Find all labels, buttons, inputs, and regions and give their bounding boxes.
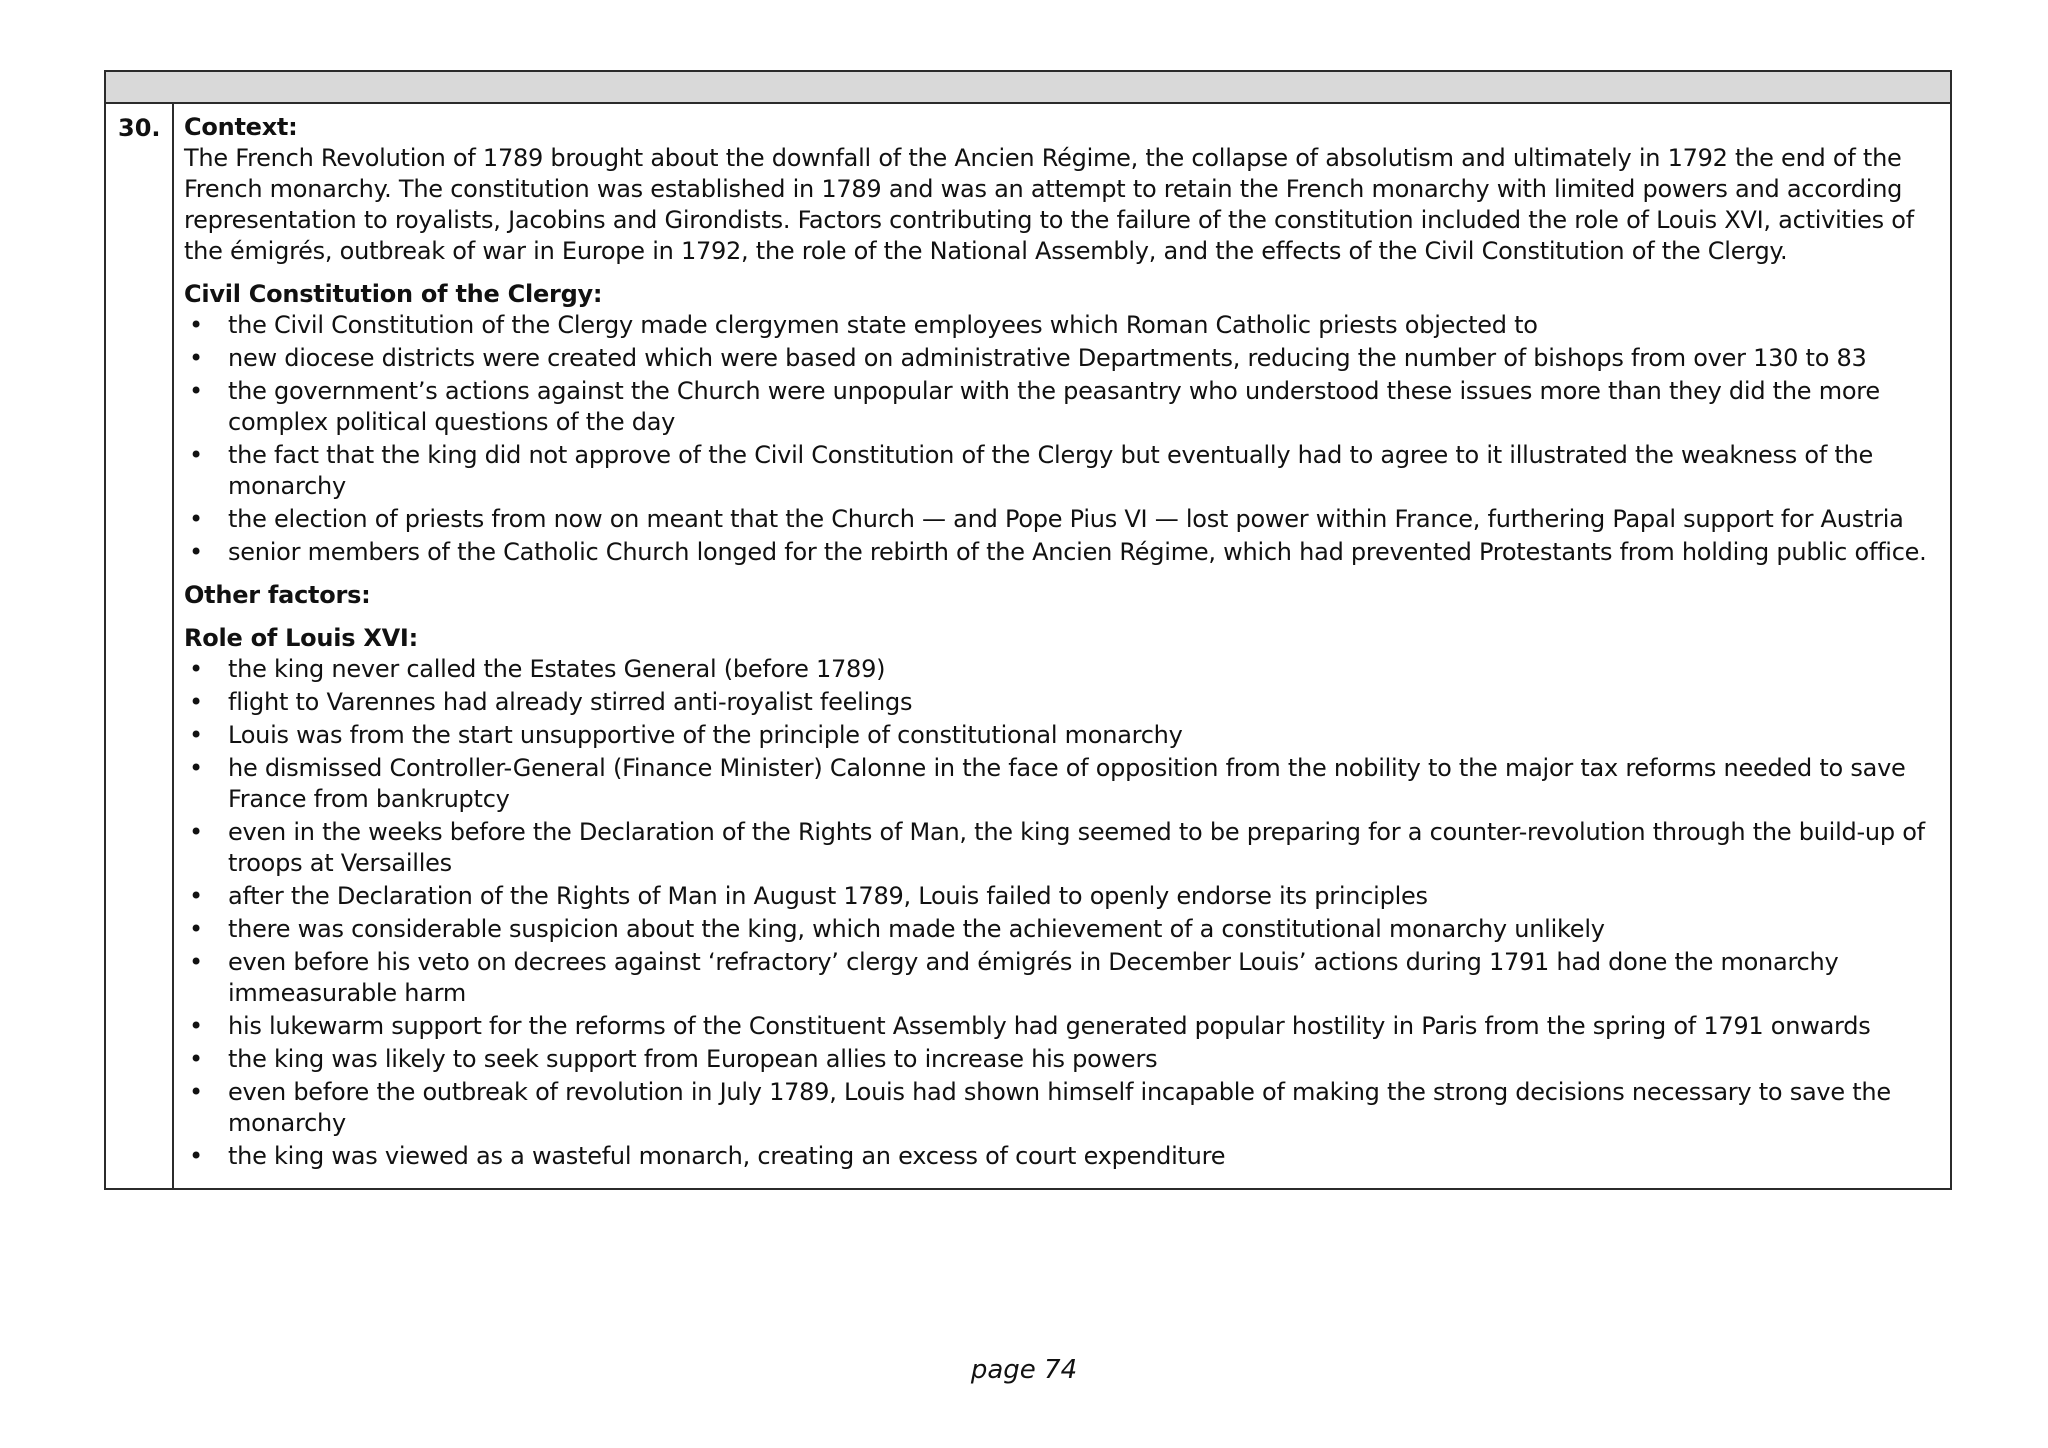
- list-item-text: new diocese districts were created which were based on administrative Departments, reducing the number of bishops from over 130 to 83: [228, 344, 1867, 372]
- bullet-icon: •: [189, 721, 203, 749]
- list-item: [184, 753, 1934, 815]
- bullet-icon: •: [189, 948, 203, 976]
- list-item-text: after the Declaration of the Rights of Man in August 1789, Louis failed to openly endorse its principles: [228, 882, 1428, 910]
- bullet-icon: •: [189, 311, 203, 339]
- bullet-icon: •: [189, 344, 203, 372]
- list-item: [184, 1011, 1934, 1042]
- table-header-bar: [106, 72, 1950, 104]
- bullet-icon: •: [189, 882, 203, 910]
- louis-list: [184, 654, 1934, 1172]
- list-item-text: the Civil Constitution of the Clergy made clergymen state employees which Roman Catholic priests objected to: [228, 311, 1538, 339]
- list-item: [184, 720, 1934, 751]
- bullet-icon: •: [189, 377, 203, 405]
- list-item: [184, 310, 1934, 341]
- list-item-text: the election of priests from now on meant that the Church — and Pope Pius VI — lost power within France, furthering Papal support for Austria: [228, 505, 1904, 533]
- bullet-icon: •: [189, 538, 203, 566]
- bullet-icon: •: [189, 505, 203, 533]
- bullet-icon: •: [189, 1142, 203, 1170]
- question-number: 30.: [106, 104, 174, 1188]
- bullet-icon: •: [189, 655, 203, 683]
- list-item-text: even before the outbreak of revolution in July 1789, Louis had shown himself incapable of making the strong decisions necessary to save the monarchy: [228, 1078, 1891, 1137]
- bullet-icon: •: [189, 915, 203, 943]
- list-item-text: the king was viewed as a wasteful monarch, creating an excess of court expenditure: [228, 1142, 1226, 1170]
- bullet-icon: •: [189, 1078, 203, 1106]
- list-item-text: the government’s actions against the Church were unpopular with the peasantry who understood these issues more than they did the more complex political questions of the day: [228, 377, 1880, 436]
- louis-heading: Role of Louis XVI:: [184, 624, 418, 652]
- list-item: [184, 687, 1934, 718]
- list-item: [184, 881, 1934, 912]
- civil-constitution-list: [184, 310, 1934, 568]
- list-item-text: the king was likely to seek support from European allies to increase his powers: [228, 1045, 1158, 1073]
- bullet-icon: •: [189, 1045, 203, 1073]
- list-item: [184, 376, 1934, 438]
- bullet-icon: •: [189, 754, 203, 782]
- context-heading: Context:: [184, 113, 298, 141]
- list-item-text: the fact that the king did not approve of the Civil Constitution of the Clergy but eventually had to agree to it illustrated the weakness of the monarchy: [228, 441, 1874, 500]
- context-text: The French Revolution of 1789 brought about the downfall of the Ancien Régime, the collapse of absolutism and ultimately in 1792 the end of the French monarchy. The constitution was established in 1789 and was an attempt to retain the French monarchy with limited powers and according representation to royalists, Jacobins and Girondists. Factors contributing to the failure of the constitution included the role of Louis XVI, activities of the émigrés, outbreak of war in Europe in 1792, the role of the National Assembly, and the effects of the Civil Constitution of the Clergy.: [184, 144, 1914, 265]
- list-item-text: he dismissed Controller-General (Finance Minister) Calonne in the face of opposition from the nobility to the major tax reforms needed to save France from bankruptcy: [228, 754, 1906, 813]
- list-item-text: the king never called the Estates General (before 1789): [228, 655, 886, 683]
- civil-constitution-heading: Civil Constitution of the Clergy:: [184, 280, 603, 308]
- answer-content: [174, 104, 1950, 1188]
- bullet-icon: •: [189, 1012, 203, 1040]
- page-number: page 74: [970, 1355, 1078, 1385]
- list-item-text: there was considerable suspicion about the king, which made the achievement of a constitutional monarchy unlikely: [228, 915, 1605, 943]
- list-item: [184, 537, 1934, 568]
- list-item: [184, 504, 1934, 535]
- list-item: [184, 440, 1934, 502]
- bullet-icon: •: [189, 688, 203, 716]
- list-item: [184, 1044, 1934, 1075]
- list-item-text: Louis was from the start unsupportive of the principle of constitutional monarchy: [228, 721, 1183, 749]
- list-item: [184, 343, 1934, 374]
- list-item-text: flight to Varennes had already stirred anti-royalist feelings: [228, 688, 913, 716]
- bullet-icon: •: [189, 441, 203, 469]
- list-item: [184, 947, 1934, 1009]
- list-item: [184, 654, 1934, 685]
- list-item: [184, 914, 1934, 945]
- list-item: [184, 817, 1934, 879]
- marking-table: [104, 70, 1952, 1190]
- list-item-text: even before his veto on decrees against ‘refractory’ clergy and émigrés in December Louis’ actions during 1791 had done the monarchy immeasurable harm: [228, 948, 1839, 1007]
- list-item-text: even in the weeks before the Declaration of the Rights of Man, the king seemed to be preparing for a counter-revolution through the build-up of troops at Versailles: [228, 818, 1925, 877]
- list-item-text: his lukewarm support for the reforms of the Constituent Assembly had generated popular hostility in Paris from the spring of 1791 onwards: [228, 1012, 1871, 1040]
- bullet-icon: •: [189, 818, 203, 846]
- other-factors-heading: Other factors:: [184, 581, 371, 609]
- list-item-text: senior members of the Catholic Church longed for the rebirth of the Ancien Régime, which had prevented Protestants from holding public office.: [228, 538, 1927, 566]
- list-item: [184, 1141, 1934, 1172]
- list-item: [184, 1077, 1934, 1139]
- question-row: [106, 104, 1950, 1188]
